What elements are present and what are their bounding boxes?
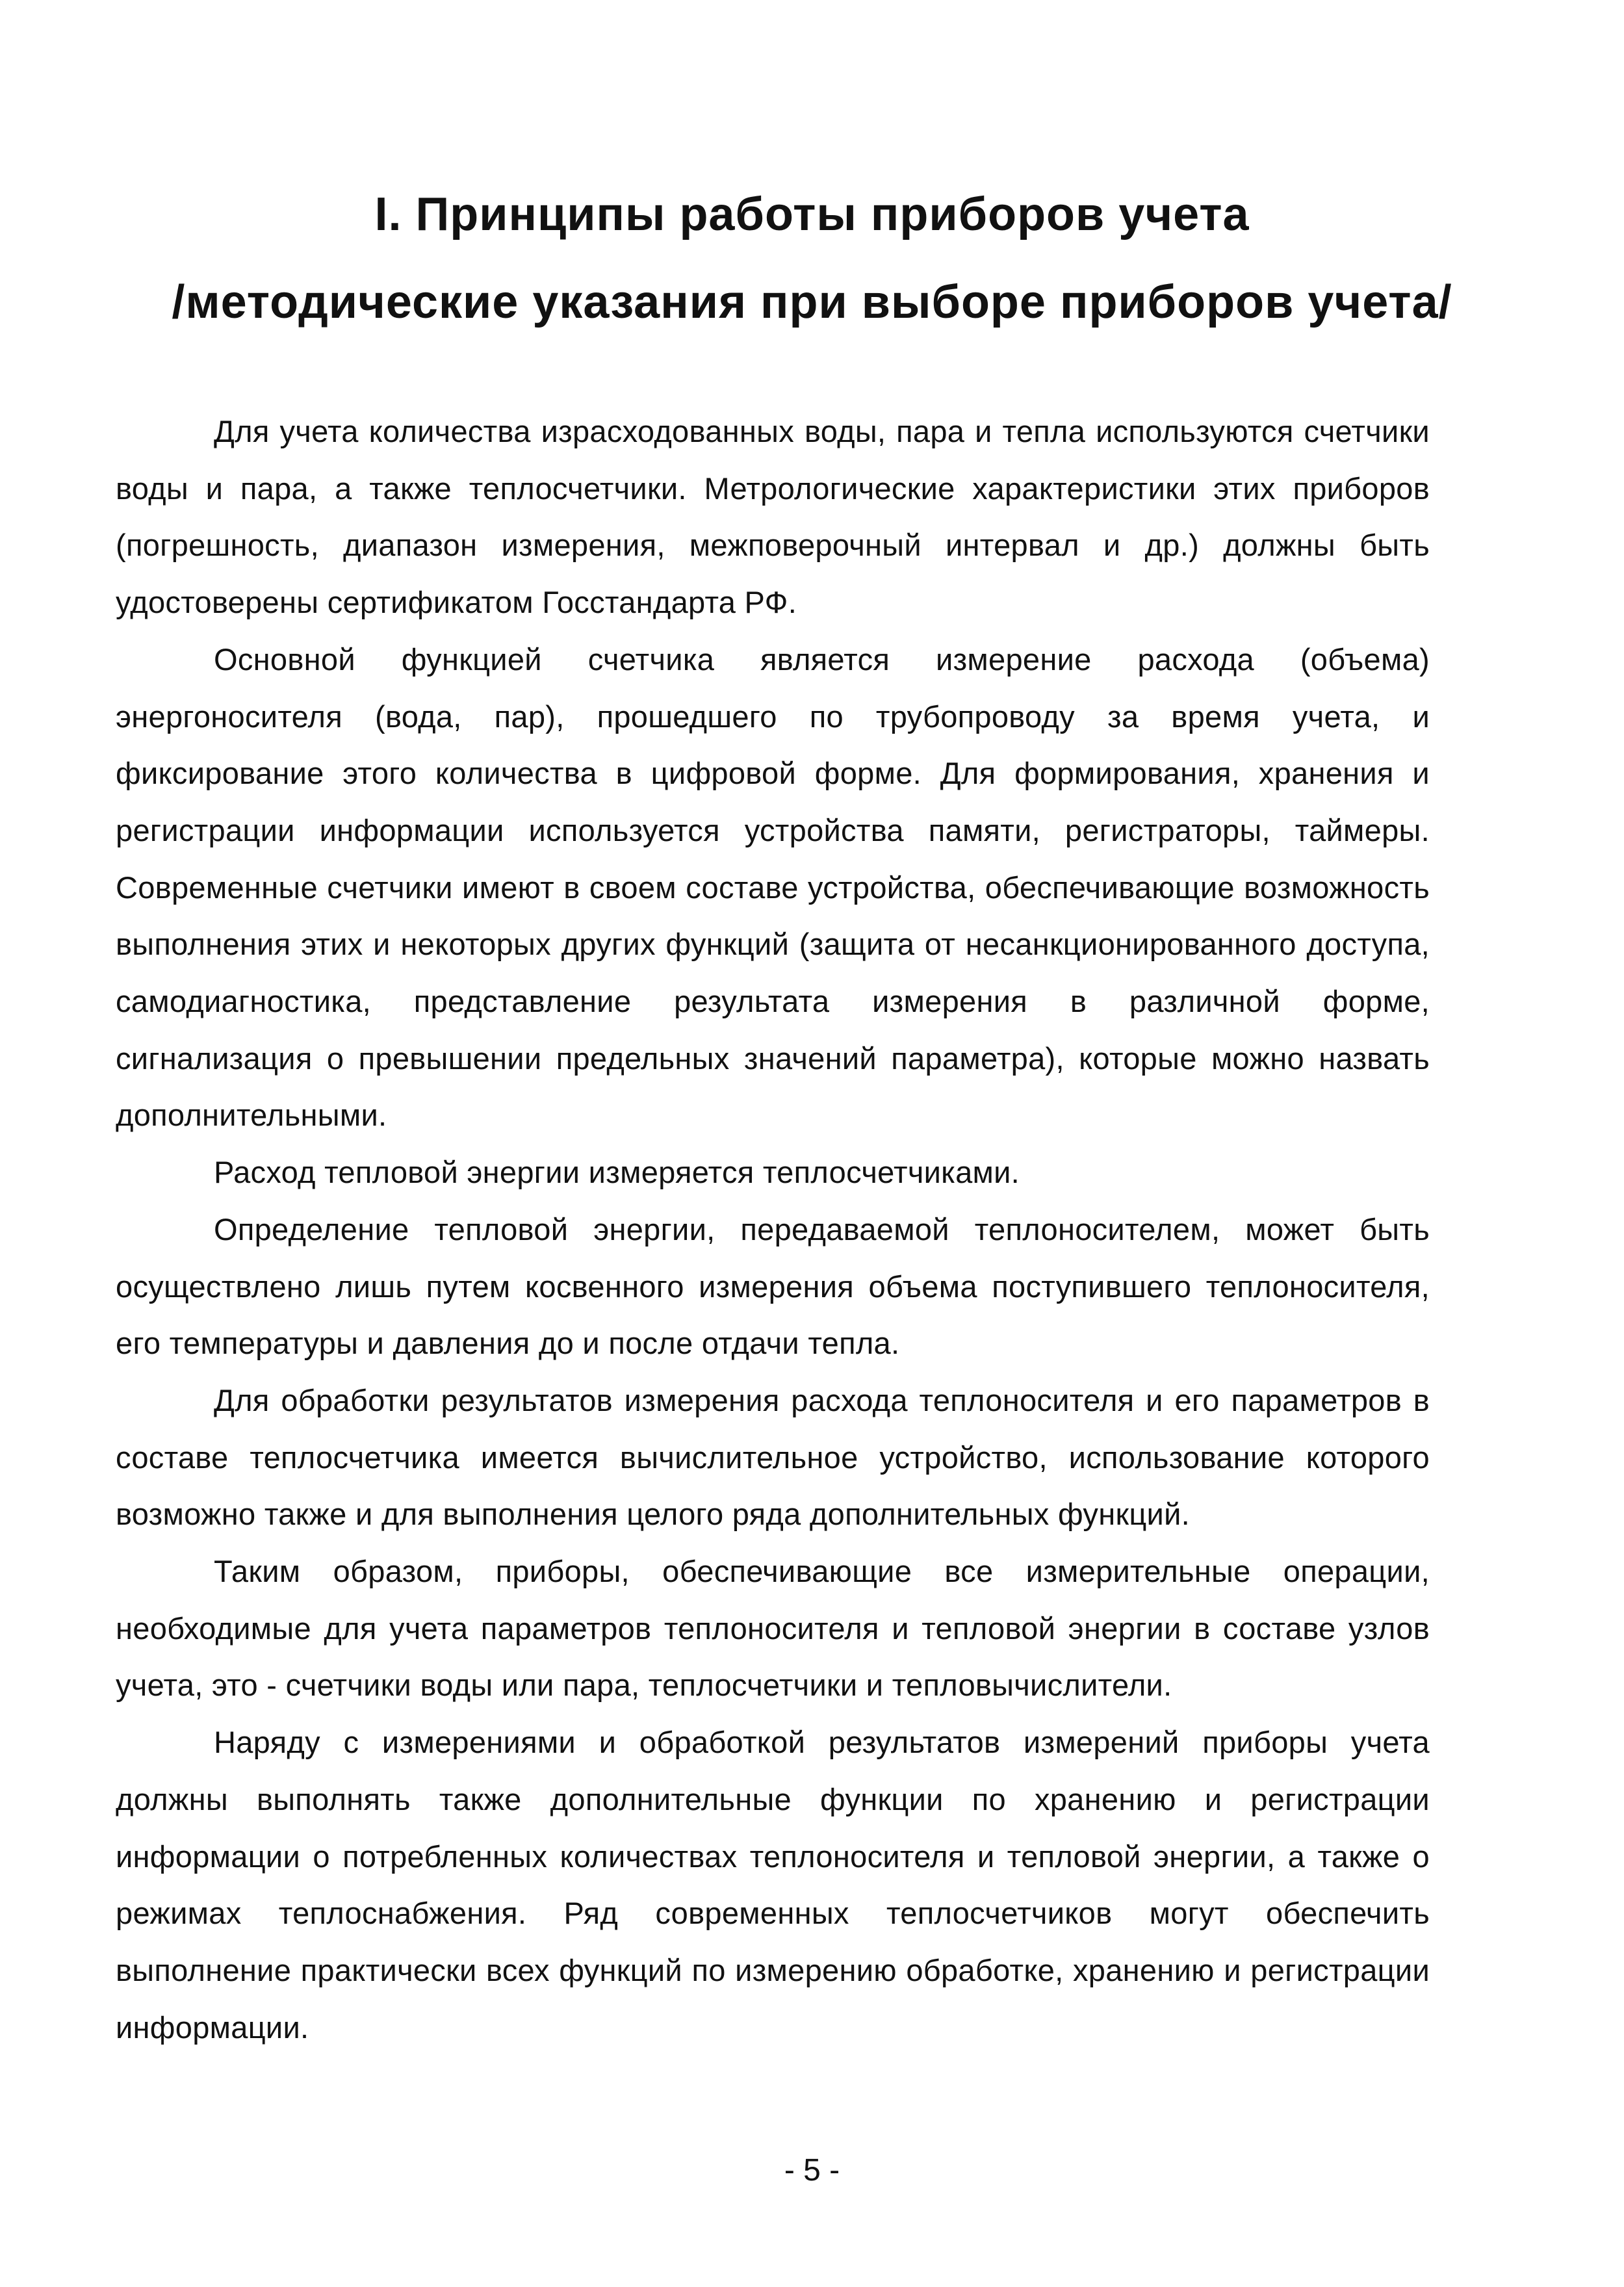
paragraph: Расход тепловой энергии измеряется теплосчетчиками.	[214, 1155, 1020, 1190]
section-subtitle: /методические указания при выборе приборов учета/	[172, 276, 1452, 328]
paragraph: Определение тепловой энергии, передаваемой теплоносителем, может быть осуществлено лишь путем косвенного измерения объема поступившего теплоносителя, его температуры и давления до и после отдачи тепла.	[116, 1211, 1430, 1361]
paragraph: Наряду с измерениями и обработкой результатов измерений приборы учета должны выполнять также дополнительные функции по хранению и регистрации информации о потребленных количествах теплоносителя и тепловой энергии, а также о режимах теплоснабжения. Ряд современных теплосчетчиков могут обеспечить выполнение практически всех функций по измерению обработке, хранению и регистрации информации.	[116, 1725, 1430, 2045]
paragraph: Основной функцией счетчика является измерение расхода (объема) энергоносителя (вода, пар), прошедшего по трубопроводу за время учета, и фиксирование этого количества в цифровой форме. Для формирования, хранения и регистрации информации используется устройства памяти, регистраторы, таймеры. Современные счетчики имеют в своем составе устройства, обеспечивающие возможность выполнения этих и некоторых других функций (защита от несанкционированного доступа, самодиагностика, представление результата измерения в различной форме, сигнализация о превышении предельных значений параметра), которые можно назвать дополнительными.	[116, 641, 1430, 1133]
page-number: - 5 -	[784, 2153, 840, 2188]
section-title: I. Принципы работы приборов учета	[374, 188, 1250, 240]
paragraph: Для обработки результатов измерения расхода теплоносителя и его параметров в составе теплосчетчика имеется вычислительное устройство, использование которого возможно также и для выполнения целого ряда дополнительных функций.	[116, 1382, 1430, 1532]
paragraph: Для учета количества израсходованных воды, пара и тепла используются счетчики воды и пара, а также теплосчетчики. Метрологические характеристики этих приборов (погрешность, диапазон измерения, межповерочный интервал и др.) должны быть удостоверены сертификатом Госстандарта РФ.	[116, 414, 1430, 620]
paragraph: Таким образом, приборы, обеспечивающие все измерительные операции, необходимые для учета параметров теплоносителя и тепловой энергии в составе узлов учета, это - счетчики воды или пара, теплосчетчики и тепловычислители.	[116, 1554, 1430, 1703]
body-text	[116, 403, 1430, 2056]
